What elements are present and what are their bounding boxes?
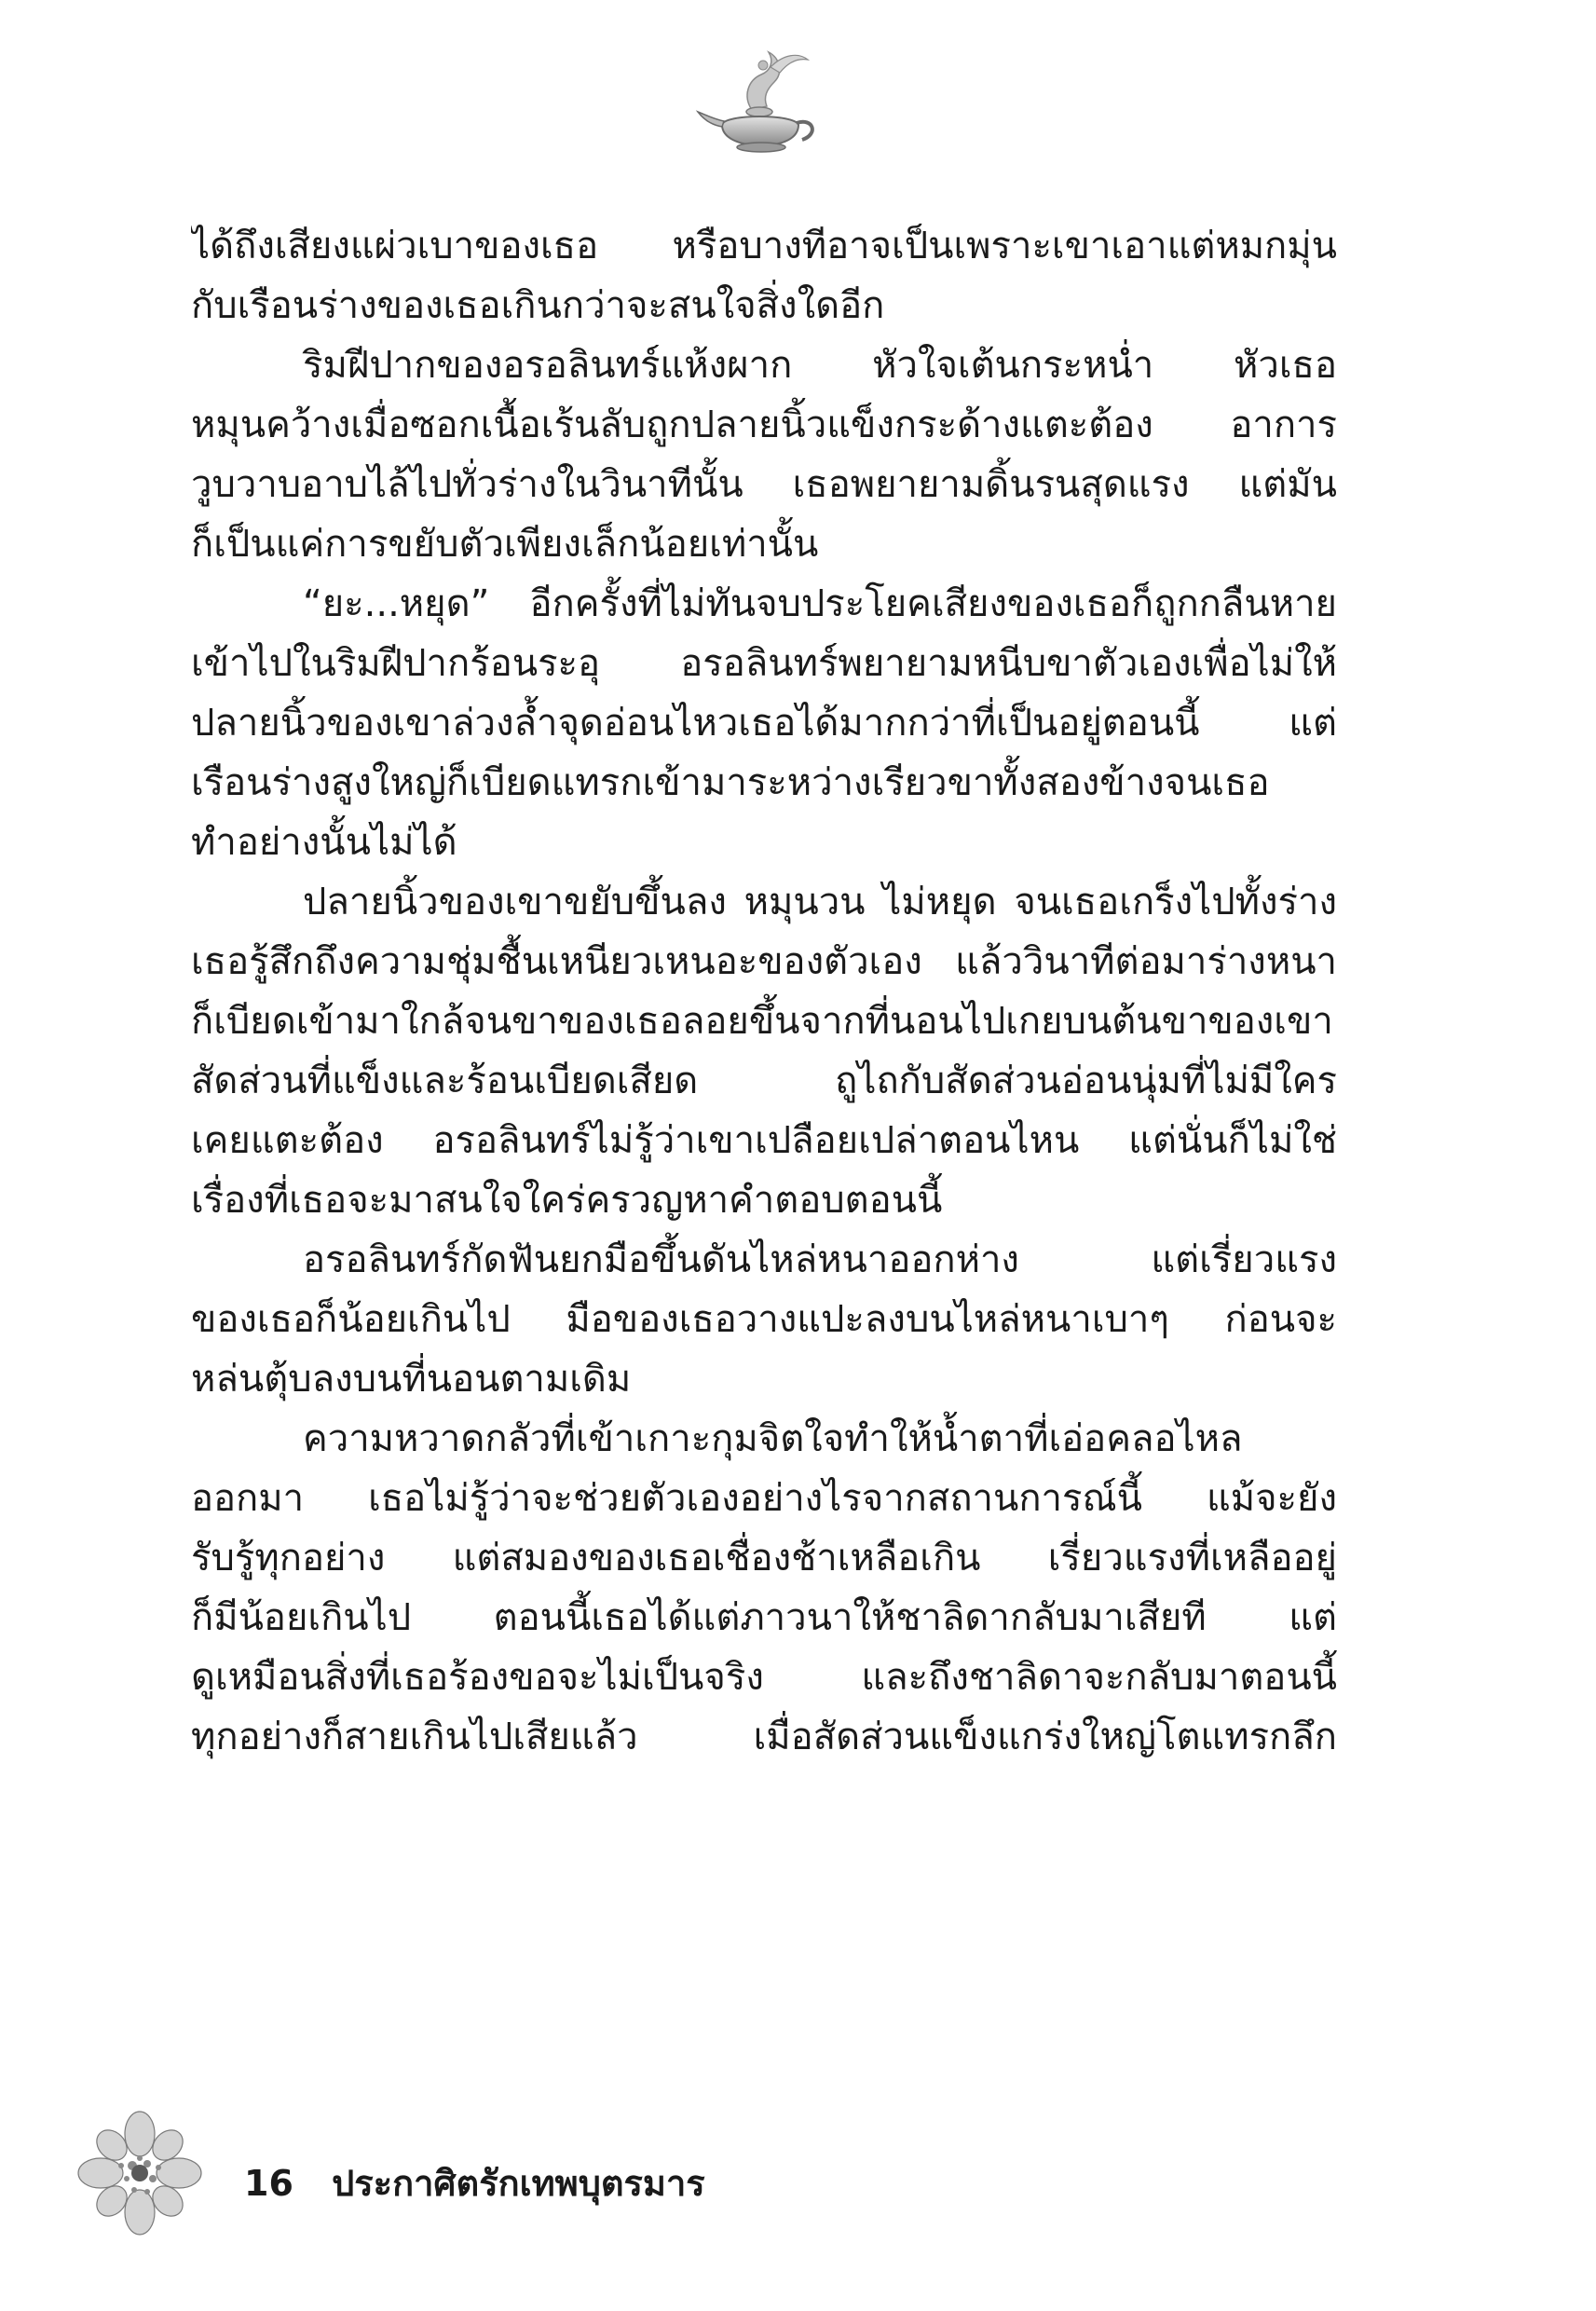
- text-line: เรือนร่างสูงใหญ่ก็เบียดแทรกเข้ามาระหว่างเรียวขาทั้งสองข้างจนเธอ: [191, 761, 1270, 804]
- text-line: ได้ถึงเสียงแผ่วเบาของเธอ หรือบางทีอาจเป็นเพราะเขาเอาแต่หมกมุ่น: [191, 225, 1337, 267]
- text-line: ปลายนิ้วของเขาขยับขึ้นลง หมุนวน ไม่หยุด จนเธอเกร็งไปทั้งร่าง: [303, 881, 1337, 923]
- text-line: วูบวาบอาบไล้ไปทั่วร่างในวินาทีนั้น เธอพยายามดิ้นรนสุดแรง แต่มัน: [191, 463, 1337, 506]
- text-line: กับเรือนร่างของเธอเกินกว่าจะสนใจสิ่งใดอีก: [191, 284, 885, 327]
- text-line: อรอลินทร์กัดฟันยกมือขึ้นดันไหล่หนาออกห่าง แต่เรี่ยวแรง: [303, 1238, 1337, 1281]
- text-line: หมุนคว้างเมื่อซอกเนื้อเร้นลับถูกปลายนิ้วแข็งกระด้างแตะต้อง อาการ: [191, 403, 1337, 446]
- flower-icon: [75, 2108, 205, 2238]
- text-line: ทำอย่างนั้นไม่ได้: [191, 821, 457, 864]
- genie-lamp-icon: [694, 45, 834, 157]
- text-line: ทุกอย่างก็สายเกินไปเสียแล้ว เมื่อสัดส่วนแข็งแกร่งใหญ่โตแทรกลึก: [191, 1716, 1337, 1758]
- text-line: เข้าไปในริมฝีปากร้อนระอุ อรอลินทร์พยายามหนีบขาตัวเองเพื่อไม่ให้: [191, 642, 1337, 685]
- book-title: ประกาศิตรักเทพบุตรมาร: [332, 2163, 705, 2204]
- text-line: รับรู้ทุกอย่าง แต่สมองของเธอเชื่องช้าเหลือเกิน เรี่ยวแรงที่เหลืออยู่: [191, 1537, 1337, 1579]
- text-line: ของเธอก็น้อยเกินไป มือของเธอวางแปะลงบนไหล่หนาเบาๆ ก่อนจะ: [191, 1298, 1337, 1341]
- text-line: ก็เป็นแค่การขยับตัวเพียงเล็กน้อยเท่านั้น: [191, 523, 819, 566]
- body-text: [191, 216, 1337, 1767]
- text-line: “ยะ...หยุด” อีกครั้งที่ไม่ทันจบประโยคเสียงของเธอก็ถูกกลืนหาย: [303, 582, 1337, 625]
- text-line: ปลายนิ้วของเขาล่วงล้ำจุดอ่อนไหวเธอได้มากกว่าที่เป็นอยู่ตอนนี้ แต่: [191, 702, 1337, 745]
- text-line: เคยแตะต้อง อรอลินทร์ไม่รู้ว่าเขาเปลือยเปล่าตอนไหน แต่นั่นก็ไม่ใช่: [191, 1119, 1337, 1162]
- text-line: ออกมา เธอไม่รู้ว่าจะช่วยตัวเองอย่างไรจากสถานการณ์นี้ แม้จะยัง: [191, 1477, 1337, 1520]
- text-line: ก็เบียดเข้ามาใกล้จนขาของเธอลอยขึ้นจากที่นอนไปเกยบนต้นขาของเขา: [191, 1000, 1333, 1043]
- text-line: สัดส่วนที่แข็งและร้อนเบียดเสียด ถูไถกับสัดส่วนอ่อนนุ่มที่ไม่มีใคร: [191, 1060, 1337, 1102]
- text-line: หล่นตุ้บลงบนที่นอนตามเดิม: [191, 1358, 632, 1401]
- text-line: ก็มีน้อยเกินไป ตอนนี้เธอได้แต่ภาวนาให้ชาลิดากลับมาเสียที แต่: [191, 1596, 1337, 1639]
- text-line: เธอรู้สึกถึงความชุ่มชื้นเหนียวเหนอะของตัวเอง แล้ววินาทีต่อมาร่างหนา: [191, 940, 1337, 983]
- text-line: ความหวาดกลัวที่เข้าเกาะกุมจิตใจทำให้น้ำตาที่เอ่อคลอไหล: [303, 1417, 1243, 1460]
- page-number: 16: [244, 2163, 293, 2204]
- text-line: เรื่องที่เธอจะมาสนใจใคร่ครวญหาคำตอบตอนนี้: [191, 1179, 943, 1222]
- text-line: ดูเหมือนสิ่งที่เธอร้องขอจะไม่เป็นจริง และถึงชาลิดาจะกลับมาตอนนี้: [191, 1656, 1337, 1699]
- text-line: ริมฝีปากของอรอลินทร์แห้งผาก หัวใจเต้นกระหน่ำ หัวเธอ: [303, 344, 1337, 387]
- page-footer: [244, 2154, 705, 2211]
